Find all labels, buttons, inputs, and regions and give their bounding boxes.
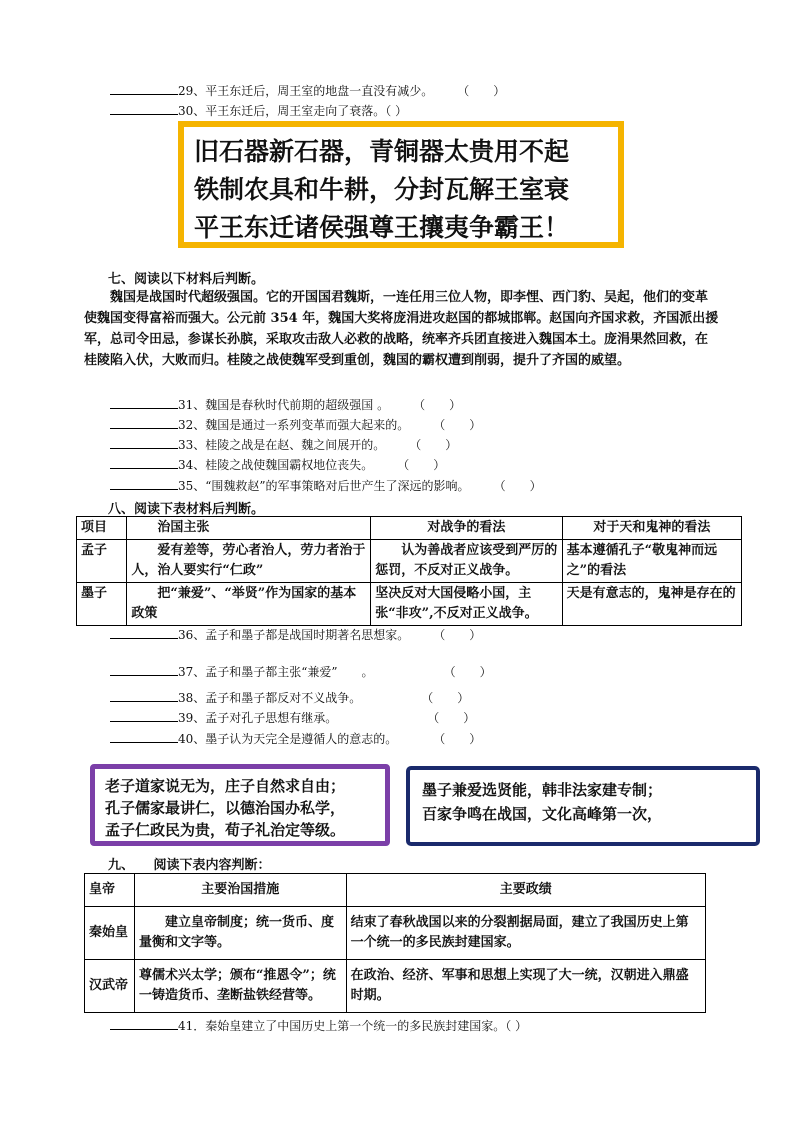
table-cell: 尊儒术兴太学；颁布“推恩令”；统一铸造货币、垄断盐铁经营等。 <box>134 960 346 1013</box>
table-cell: 天是有意志的，鬼神是存在的 <box>562 583 741 626</box>
verse-line: 孟子仁政民为贵，荀子礼治定等级。 <box>105 821 346 839</box>
answer-blank[interactable] <box>110 416 178 429</box>
table-row <box>77 583 742 626</box>
answer-blank[interactable] <box>110 626 178 639</box>
table-cell: 结束了春秋战国以来的分裂割据局面，建立了我国历史上第一个统一的多民族封建国家。 <box>346 907 705 960</box>
question-40: 40、墨子认为天完全是遵循人的意志的。 （ ） <box>110 730 481 747</box>
table-cell: 汉武帝 <box>85 960 135 1013</box>
section-7-heading: 七、阅读以下材料后判断。 <box>108 272 265 287</box>
section-9-heading: 九、 阅读下表内容判断： <box>108 858 271 873</box>
answer-blank[interactable] <box>110 82 178 95</box>
verse-line: 旧石器新石器，青铜器太贵用不起 <box>194 137 570 166</box>
thinkers-table <box>76 516 742 626</box>
table-row <box>77 540 742 583</box>
answer-blank[interactable] <box>110 102 178 115</box>
verse-line: 平王东迁诸侯强尊王攘夷争霸王！ <box>194 213 570 242</box>
question-31: 31、魏国是春秋时代前期的超级强国 。 （ ） <box>110 396 461 413</box>
verse-box-hundred-schools <box>90 764 390 846</box>
table-cell: 爱有差等，劳心者治人，劳力者治于人，治人要实行“仁政” <box>127 540 371 583</box>
verse-line: 铁制农具和牛耕，分封瓦解王室衰 <box>194 175 570 204</box>
answer-blank[interactable] <box>110 730 178 743</box>
question-34: 34、桂陵之战使魏国霸权地位丧失。 （ ） <box>110 456 445 473</box>
verse-line: 老子道家说无为，庄子自然求自由； <box>105 777 346 795</box>
table-cell: 秦始皇 <box>85 907 135 960</box>
question-33: 33、桂陵之战是在赵、魏之间展开的。 （ ） <box>110 436 457 453</box>
question-37: 37、孟子和墨子都主张“兼爱” 。 （ ） <box>110 663 492 680</box>
verse-line: 百家争鸣在战国，文化高峰第一次， <box>422 805 663 823</box>
table-cell: 建立皇帝制度；统一货币、度量衡和文字等。 <box>134 907 346 960</box>
table-header: 治国主张 <box>127 517 371 540</box>
table-cell: 把“兼爱”、“举贤”作为国家的基本政策 <box>127 583 371 626</box>
table-cell: 墨子 <box>77 583 127 626</box>
answer-blank[interactable] <box>110 709 178 722</box>
table-header-row <box>77 517 742 540</box>
answer-blank[interactable] <box>110 456 178 469</box>
emperors-table <box>84 873 706 1013</box>
table-cell: 坚决反对大国侵略小国，主张“非攻”,不反对正义战争。 <box>371 583 562 626</box>
table-cell: 孟子 <box>77 540 127 583</box>
answer-blank[interactable] <box>110 396 178 409</box>
table-header: 皇帝 <box>85 874 135 907</box>
question-39: 39、孟子对孔子思想有继承。 （ ） <box>110 709 475 726</box>
answer-blank[interactable] <box>110 436 178 449</box>
table-cell: 认为善战者应该受到严厉的惩罚，不反对正义战争。 <box>371 540 562 583</box>
table-header-row <box>85 874 706 907</box>
question-29: 29、平王东迁后，周王室的地盘一直没有减少。 （ ） <box>110 82 505 99</box>
table-cell: 在政治、经济、军事和思想上实现了大一统，汉朝进入鼎盛时期。 <box>346 960 705 1013</box>
verse-line: 孔子儒家最讲仁，以德治国办私学， <box>105 799 346 817</box>
question-36: 36、孟子和墨子都是战国时期著名思想家。 （ ） <box>110 626 481 643</box>
table-header: 对于天和鬼神的看法 <box>562 517 741 540</box>
answer-blank[interactable] <box>110 663 178 676</box>
table-header: 主要治国措施 <box>134 874 346 907</box>
section-8-heading: 八、阅读下表材料后判断。 <box>108 502 265 517</box>
table-header: 项目 <box>77 517 127 540</box>
question-41: 41．秦始皇建立了中国历史上第一个统一的多民族封建国家。（ ） <box>110 1017 527 1034</box>
answer-blank[interactable] <box>110 1017 178 1030</box>
question-35: 35、“围魏救赵”的军事策略对后世产生了深远的影响。 （ ） <box>110 477 542 494</box>
table-row <box>85 907 706 960</box>
question-32: 32、魏国是通过一系列变革而强大起来的。 （ ） <box>110 416 481 433</box>
table-row <box>85 960 706 1013</box>
verse-box-stone-bronze-iron <box>178 121 624 248</box>
table-header: 对战争的看法 <box>371 517 562 540</box>
question-38: 38、孟子和墨子都反对不义战争。 （ ） <box>110 689 469 706</box>
verse-line: 墨子兼爱选贤能，韩非法家建专制； <box>422 781 663 799</box>
table-header: 主要政绩 <box>346 874 705 907</box>
question-30: 30、平王东迁后，周王室走向了衰落。（ ） <box>110 102 407 119</box>
answer-blank[interactable] <box>110 477 178 490</box>
section-7-paragraph: 魏国是战国时代超级强国。它的开国国君魏斯，一连任用三位人物，即李悝、西门豹、吴起，他们的变革使魏国变得富裕而强大。公元前 354 年，魏国大奖将庞涓进攻赵国的都城邯郸。赵国向齐国求救，齐国派出援军，总司令田忌，参谋长孙膑，采取攻击敌人必救的战略，统率齐兵团直接进入魏国本土。庞涓果然回救，在桂陵陷入伏，大败而归。桂陵之战使魏军受到重创，魏国的霸权遭到削弱，提升了齐国的威望。 <box>84 290 719 368</box>
verse-box-mozi-hanfei <box>406 766 760 846</box>
answer-blank[interactable] <box>110 689 178 702</box>
table-cell: 基本遵循孔子“敬鬼神而远之”的看法 <box>562 540 741 583</box>
